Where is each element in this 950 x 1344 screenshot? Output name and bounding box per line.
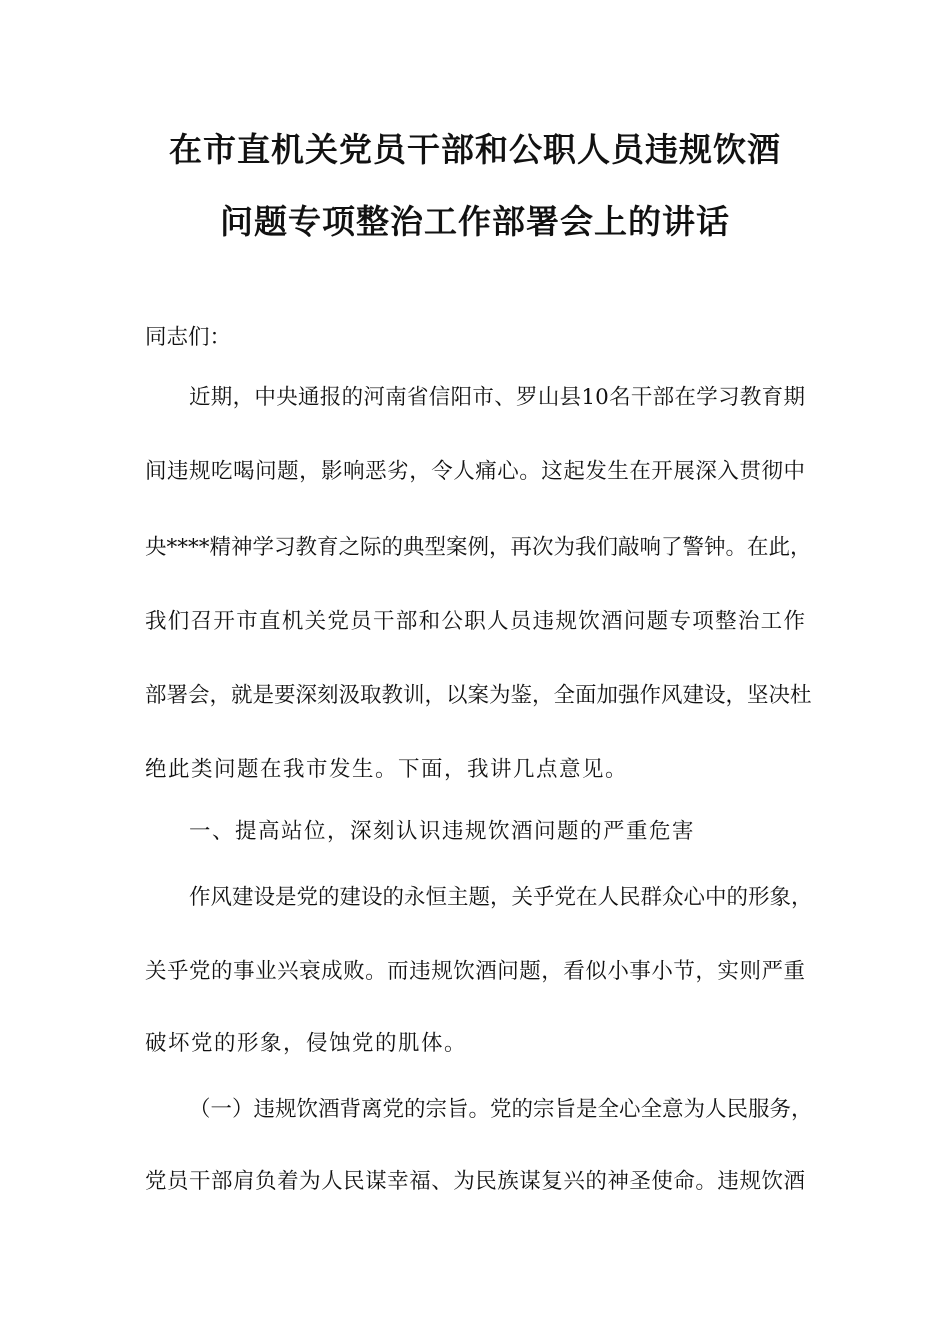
body-line: 关乎党的事业兴衰成败。而违规饮酒问题，看似小事小节，实则严重 [145,959,805,984]
body-line: 破坏党的形象，侵蚀党的肌体。 [145,1031,468,1056]
body-line: 部署会，就是要深刻汲取教训，以案为鉴，全面加强作风建设，坚决杜 [145,683,812,708]
body-line: 我们召开市直机关党员干部和公职人员违规饮酒问题专项整治工作 [145,609,805,634]
body-line: 央****精神学习教育之际的典型案例，再次为我们敲响了警钟。在此， [145,535,812,560]
subsection-line: （一）违规饮酒背离党的宗旨。党的宗旨是全心全意为人民服务， [189,1097,813,1122]
body-line: 作风建设是党的建设的永恒主题，关乎党在人民群众心中的形象， [189,885,813,910]
section-heading: 一、提高站位，深刻认识违规饮酒问题的严重危害 [189,819,696,844]
document-title-line-1: 在市直机关党员干部和公职人员违规饮酒 [169,130,781,169]
body-line: 近期，中央通报的河南省信阳市、罗山县10名干部在学习教育期 [189,385,805,410]
body-line: 绝此类问题在我市发生。下面，我讲几点意见。 [145,757,629,782]
body-line: 党员干部肩负着为人民谋幸福、为民族谋复兴的神圣使命。违规饮酒 [145,1169,805,1194]
body-line: 间违规吃喝问题，影响恶劣，令人痛心。这起发生在开展深入贯彻中 [145,459,805,484]
document-title-line-2: 问题专项整治工作部署会上的讲话 [220,202,730,241]
salutation: 同志们： [145,325,232,350]
